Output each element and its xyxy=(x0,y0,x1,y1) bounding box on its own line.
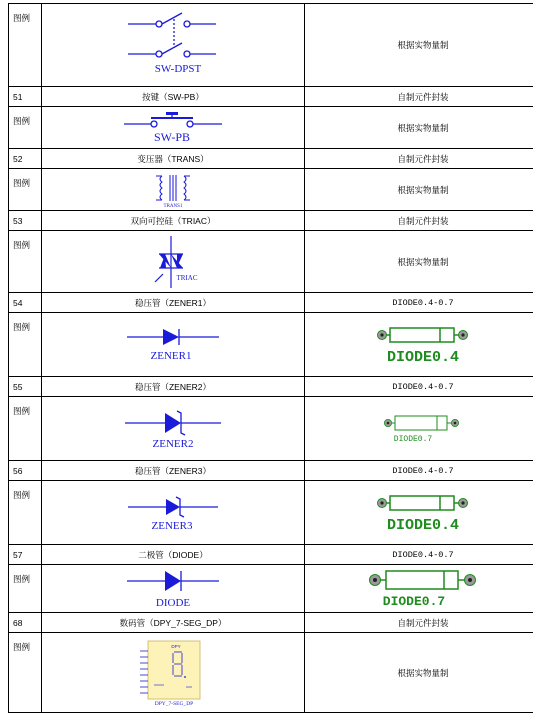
table-row xyxy=(9,87,533,107)
footprint-label: DIODE0.4 xyxy=(386,516,460,533)
footprint-diode07 xyxy=(305,397,533,461)
symbol-label: ZENER2 xyxy=(152,437,194,450)
footprint-cell: DIODE0.4-0.7 xyxy=(305,545,533,565)
item-name: 稳压管（ZENER2） xyxy=(42,377,305,397)
legend-label: 图例 xyxy=(9,107,42,149)
footprint-cell: 自制元件封装 xyxy=(305,87,533,107)
symbol-dpy xyxy=(42,633,305,713)
table-row xyxy=(9,313,533,377)
item-number: 53 xyxy=(9,211,42,231)
symbol-diode xyxy=(42,565,305,613)
symbol-label: SW-DPST xyxy=(154,63,202,75)
symbol-zener2 xyxy=(42,397,305,461)
item-name: 稳压管（ZENER3） xyxy=(42,461,305,481)
item-name: 双向可控硅（TRIAC） xyxy=(42,211,305,231)
symbol-top-label: DPY xyxy=(171,643,181,649)
table-row xyxy=(9,4,533,87)
item-number: 56 xyxy=(9,461,42,481)
table-row xyxy=(9,149,533,169)
legend-label: 图例 xyxy=(9,481,42,545)
table-row xyxy=(9,231,533,293)
footprint-label: DIODE0.4 xyxy=(386,348,460,365)
item-number: 54 xyxy=(9,293,42,313)
footprint-cell: 自制元件封装 xyxy=(305,211,533,231)
symbol-label: DIODE xyxy=(155,596,191,609)
symbol-label: DPY_7-SEG_DP xyxy=(154,700,194,707)
symbol-label: ZENER3 xyxy=(151,519,193,532)
footprint-diode04 xyxy=(305,481,533,545)
footprint-cell: DIODE0.4-0.7 xyxy=(305,293,533,313)
symbol-triac xyxy=(42,231,305,293)
footprint-label: DIODE0.7 xyxy=(393,434,433,444)
legend-label: 图例 xyxy=(9,231,42,293)
footprint-label: DIODE0.7 xyxy=(382,593,446,609)
item-name: 变压器（TRANS） xyxy=(42,149,305,169)
table-row xyxy=(9,633,533,713)
item-number: 51 xyxy=(9,87,42,107)
table-row xyxy=(9,613,533,633)
legend-label: 图例 xyxy=(9,313,42,377)
component-table xyxy=(8,3,533,713)
table-row xyxy=(9,107,533,149)
legend-label: 图例 xyxy=(9,633,42,713)
footprint-cell: 自制元件封装 xyxy=(305,149,533,169)
item-name: 二极管（DIODE） xyxy=(42,545,305,565)
symbol-sw-dpst xyxy=(42,4,305,87)
symbol-sw-pb xyxy=(42,107,305,149)
footprint-cell: DIODE0.4-0.7 xyxy=(305,461,533,481)
footprint-cell: 根据实物量制 xyxy=(305,633,533,713)
footprint-cell: 根据实物量制 xyxy=(305,107,533,149)
item-number: 52 xyxy=(9,149,42,169)
table-row xyxy=(9,211,533,231)
footprint-cell: DIODE0.4-0.7 xyxy=(305,377,533,397)
symbol-trans xyxy=(42,169,305,211)
footprint-cell: 根据实物量制 xyxy=(305,231,533,293)
item-name: 稳压管（ZENER1） xyxy=(42,293,305,313)
item-name: 按键（SW-PB） xyxy=(42,87,305,107)
symbol-label: TRANS1 xyxy=(163,203,183,208)
table-row xyxy=(9,397,533,461)
legend-label: 图例 xyxy=(9,565,42,613)
table-row xyxy=(9,481,533,545)
table-row xyxy=(9,169,533,211)
footprint-diode04 xyxy=(305,313,533,377)
table-row xyxy=(9,377,533,397)
legend-label: 图例 xyxy=(9,169,42,211)
table-row xyxy=(9,545,533,565)
symbol-label: SW-PB xyxy=(153,129,191,144)
item-number: 68 xyxy=(9,613,42,633)
table-row xyxy=(9,461,533,481)
item-number: 57 xyxy=(9,545,42,565)
legend-label: 图例 xyxy=(9,397,42,461)
symbol-label: ZENER1 xyxy=(150,349,192,362)
item-name: 数码管（DPY_7-SEG_DP） xyxy=(42,613,305,633)
symbol-label: TRIAC xyxy=(176,273,198,282)
footprint-cell: 自制元件封装 xyxy=(305,613,533,633)
item-number: 55 xyxy=(9,377,42,397)
legend-label: 图例 xyxy=(9,4,42,87)
footprint-cell: 根据实物量制 xyxy=(305,4,533,87)
table-row xyxy=(9,293,533,313)
table-row xyxy=(9,565,533,613)
footprint-cell: 根据实物量制 xyxy=(305,169,533,211)
footprint-diode07-large xyxy=(305,565,533,613)
symbol-zener1 xyxy=(42,313,305,377)
symbol-zener3 xyxy=(42,481,305,545)
